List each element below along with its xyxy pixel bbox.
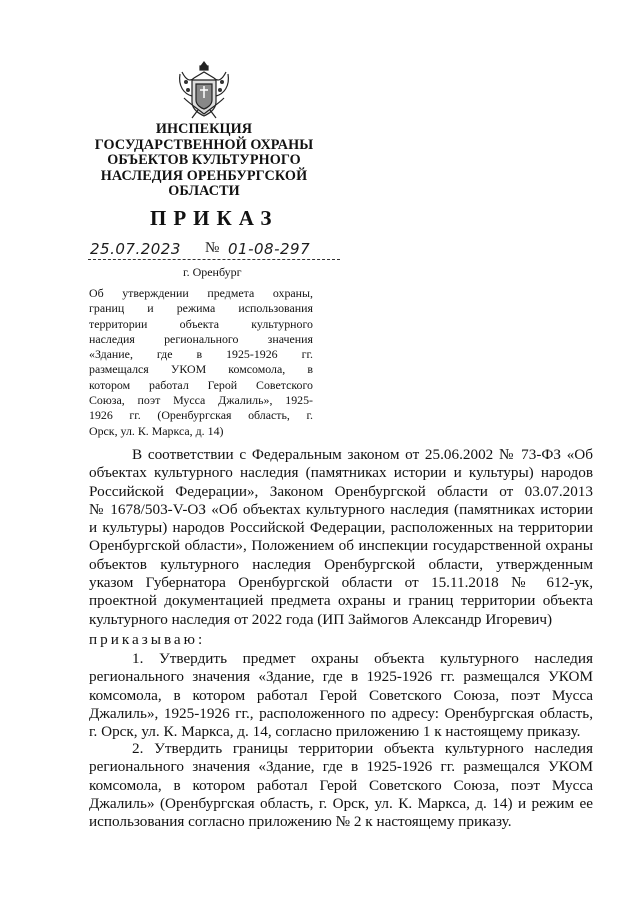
subject-block bbox=[89, 286, 313, 439]
preamble-paragraph bbox=[89, 446, 593, 629]
subject-line: размещался УКОМ комсомола, в bbox=[89, 362, 313, 377]
body-line: г. Орск, ул. К. Маркса, д. 14, согласно приложению 1 к настоящему приказу. bbox=[89, 723, 581, 741]
body-line: Российской Федерации», Законом Оренбургской области от 03.07.2013 bbox=[89, 482, 593, 500]
body-line: объектов культурного наследия Оренбургской области, утвержденным bbox=[89, 555, 593, 573]
body-line: указом Губернатора Оренбургской области от 15.11.2018 № 612-ук, bbox=[89, 574, 593, 592]
city: г. Оренбург bbox=[183, 265, 242, 279]
date-number-line bbox=[88, 240, 340, 262]
body-line: регионального значения «Здание, где в 1925-1926 гг. размещался УКОМ bbox=[89, 758, 593, 776]
subject-line: наследия регионального значения bbox=[89, 331, 313, 346]
document-title: ПРИКАЗ bbox=[150, 206, 279, 230]
order-word: приказываю: bbox=[89, 631, 206, 648]
coat-of-arms-icon bbox=[176, 60, 232, 120]
body-line: использования согласно приложению № 2 к настоящему приказу. bbox=[89, 813, 512, 831]
subject-line: «Здание, где в 1925-1926 гг. bbox=[89, 347, 313, 362]
org-line: ГОСУДАРСТВЕННОЙ ОХРАНЫ bbox=[94, 136, 314, 153]
subject-line: котором работал Герой Советского bbox=[89, 377, 313, 392]
subject-line: 1926 гг. (Оренбургская область, г. bbox=[89, 408, 313, 423]
number-sign: № bbox=[205, 240, 220, 256]
org-line: ИНСПЕКЦИЯ bbox=[155, 121, 253, 137]
subject-line: границ и режима использования bbox=[89, 301, 313, 316]
body-line: объектах культурного наследия (памятниках истории и культуры) народов bbox=[89, 464, 593, 482]
item-2-paragraph bbox=[89, 740, 593, 831]
body-line: Оренбургской области», Положением об инспекции государственной охраны bbox=[89, 537, 593, 555]
organization-name bbox=[86, 122, 322, 200]
body-line: проектной документацией предмета охраны и границ территории объекта bbox=[89, 592, 593, 610]
body-line: регионального значения «Здание, где в 1925-1926 гг. размещался УКОМ bbox=[89, 668, 593, 686]
subject-line: территории объекта культурного bbox=[89, 316, 313, 331]
org-line: НАСЛЕДИЯ ОРЕНБУРГСКОЙ bbox=[100, 167, 308, 184]
body-line: культурного наследия от 2022 года (ИП Займогов Александр Игоревич) bbox=[89, 610, 553, 628]
date-underline bbox=[88, 259, 340, 260]
body-line: № 1678/503-V-ОЗ «Об объектах культурного наследия (памятниках истории bbox=[89, 500, 593, 518]
org-line: ОБЛАСТИ bbox=[168, 183, 240, 200]
body-line: В соответствии с Федеральным законом от 25.06.2002 № 73-ФЗ «Об bbox=[132, 446, 593, 463]
handwritten-date: 25.07.2023 bbox=[90, 240, 181, 258]
subject-line: Об утверждении предмета охраны, bbox=[89, 286, 313, 300]
body-line: и культуры) народов Российской Федерации, расположенных на территории bbox=[89, 519, 593, 537]
body-line: комсомола, в котором работал Герой Советского Союза, поэт Мусса bbox=[89, 776, 593, 794]
handwritten-number: 01-08-297 bbox=[228, 240, 311, 258]
body-line: 1. Утвердить предмет охраны объекта культурного наследия bbox=[132, 650, 593, 667]
subject-line: Союза, поэт Мусса Джалиль», 1925- bbox=[89, 393, 313, 408]
body-line: 2. Утвердить границы территории объекта культурного наследия bbox=[132, 740, 593, 757]
org-line: ОБЪЕКТОВ КУЛЬТУРНОГО bbox=[107, 152, 301, 169]
body-line: Джалиль» (Оренбургская область, г. Орск, ул. К. Маркса, д. 14) и режим ее bbox=[89, 794, 593, 812]
body-line: комсомола, в котором работал Герой Советского Союза, поэт Мусса bbox=[89, 686, 593, 704]
subject-line: Орск, ул. К. Маркса, д. 14) bbox=[89, 423, 224, 438]
item-1-paragraph bbox=[89, 650, 593, 741]
body-line: Джалиль», 1925-1926 гг., расположенного по адресу: Оренбургская область, bbox=[89, 704, 593, 722]
